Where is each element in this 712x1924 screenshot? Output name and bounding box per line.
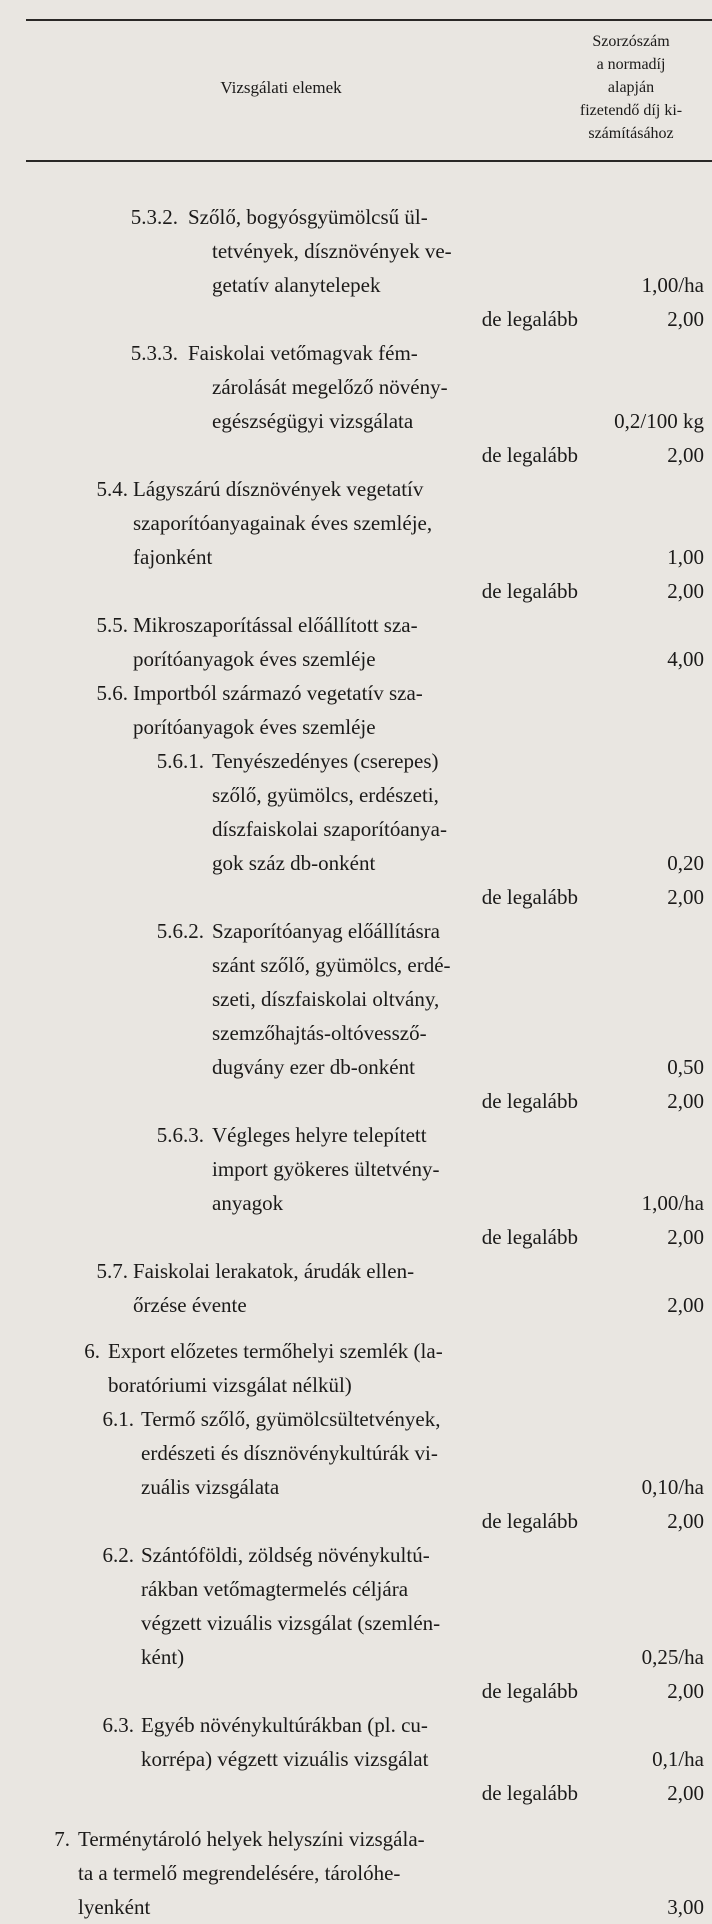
spacer [0,1810,712,1822]
minimum-value: 2,00 [667,1781,704,1805]
spacer [0,1322,712,1334]
item-value: 0,20 [667,851,704,875]
column-header-line: a normadíj [596,56,666,73]
item-text-line: erdészeti és dísznövénykultúrák vi- [141,1441,438,1465]
item-value: 0,25/ha [641,1645,704,1669]
item-value: 1,00/ha [641,273,704,297]
item-text-line: szánt szőlő, gyümölcs, erdé- [212,953,451,977]
table-row [0,676,712,710]
table-row [0,234,712,268]
table-row [0,812,712,846]
minimum-label: de legalább [481,307,578,331]
table-row [0,404,712,438]
item-value: 2,00 [667,1293,704,1317]
column-header-line: számításához [588,125,674,142]
table-row [0,1084,712,1118]
table-row [0,1220,712,1254]
minimum-value: 2,00 [667,307,704,331]
table-row [0,540,712,574]
item-text-line: ta a termelő megrendelésére, tárolóhe- [78,1861,401,1885]
table-row [0,1856,712,1890]
table-row [0,1288,712,1322]
item-number: 5.6.2. [156,919,204,943]
item-text-line: getatív alanytelepek [212,273,381,297]
item-text-line: szeti, díszfaiskolai oltvány, [212,987,440,1011]
item-text-line: őrzése évente [133,1293,247,1317]
table-row [0,472,712,506]
item-text-line: tetvények, dísznövények ve- [212,239,452,263]
item-number: 5.6.3. [156,1123,204,1147]
minimum-label: de legalább [481,1509,578,1533]
item-value: 0,2/100 kg [614,409,704,433]
minimum-value: 2,00 [667,1225,704,1249]
item-text-line: dugvány ezer db-onként [212,1055,415,1079]
table-row [0,982,712,1016]
table-row [0,1254,712,1288]
table-row [0,710,712,744]
item-number: 5.3.3. [130,341,178,365]
minimum-label: de legalább [481,443,578,467]
table-row [0,948,712,982]
table-row [0,1890,712,1924]
minimum-value: 2,00 [667,1089,704,1113]
table-row [0,642,712,676]
table-header-rule [26,160,712,162]
item-number: 5.4. [96,477,128,501]
item-value: 0,1/ha [652,1747,704,1771]
item-text-line: szőlő, gyümölcs, erdészeti, [212,783,439,807]
table-row [0,574,712,608]
item-text-line: Lágyszárú dísznövények vegetatív [133,477,424,501]
item-text-line: Egyéb növénykultúrákban (pl. cu- [141,1713,428,1737]
table-row [0,506,712,540]
table-row [0,608,712,642]
table-row [0,1334,712,1368]
item-text-line: végzett vizuális vizsgálat (szemlén- [141,1611,441,1635]
item-text-line: zuális vizsgálata [141,1475,280,1499]
minimum-label: de legalább [481,579,578,603]
minimum-value: 2,00 [667,1509,704,1533]
item-value: 1,00/ha [641,1191,704,1215]
item-number: 5.6.1. [156,749,204,773]
table-row [0,268,712,302]
item-text-line: ként) [141,1645,185,1669]
item-text-line: Faiskolai lerakatok, árudák ellen- [133,1259,415,1283]
item-text-line: korrépa) végzett vizuális vizsgálat [141,1747,429,1771]
table-row [0,1822,712,1856]
item-number: 7. [54,1827,70,1851]
item-text-line: porítóanyagok éves szemléje [133,647,376,671]
item-number: 6.3. [102,1713,134,1737]
item-text-line: Termő szőlő, gyümölcsültetvények, [141,1407,441,1431]
item-value: 0,50 [667,1055,704,1079]
item-text-line: szemzőhajtás-oltóvessző- [212,1021,427,1045]
table-row [0,1402,712,1436]
item-text-line: Szaporítóanyag előállításra [212,919,440,943]
column-header-multiplier [546,30,712,145]
minimum-label: de legalább [481,1089,578,1113]
item-text-line: import gyökeres ültetvény- [212,1157,440,1181]
table-row [0,744,712,778]
table-row [0,778,712,812]
item-value: 3,00 [667,1895,704,1919]
table-row [0,846,712,880]
table-row [0,1742,712,1776]
column-header-line: Szorzószám [592,33,670,50]
table-row [0,1050,712,1084]
table-row [0,438,712,472]
table-row [0,1186,712,1220]
table-row [0,1118,712,1152]
table-row [0,1152,712,1186]
minimum-value: 2,00 [667,443,704,467]
table-row [0,1436,712,1470]
table-body [0,200,712,1924]
table-row [0,1708,712,1742]
item-number: 5.7. [96,1259,128,1283]
item-text-line: Tenyészedényes (cserepes) [212,749,439,773]
column-header-line: fizetendő díj ki- [579,102,683,119]
item-text-line: porítóanyagok éves szemléje [133,715,376,739]
table-row [0,1368,712,1402]
item-text-line: Mikroszaporítással előállított sza- [133,613,418,637]
table-row [0,1538,712,1572]
item-text-line: Végleges helyre telepített [212,1123,427,1147]
item-text-line: Importból származó vegetatív sza- [133,681,423,705]
item-number: 5.3.2. [130,205,178,229]
column-header-line: alapján [607,79,655,96]
table-row [0,1674,712,1708]
column-header-items: Vizsgálati elemek [220,78,342,97]
item-text-line: Faiskolai vetőmagvak fém- [188,341,418,365]
table-row [0,1606,712,1640]
item-text-line: egészségügyi vizsgálata [212,409,414,433]
table-row [0,1016,712,1050]
item-text-line: gok száz db-onként [212,851,376,875]
item-text-line: Export előzetes termőhelyi szemlék (la- [108,1339,443,1363]
item-text-line: Terménytároló helyek helyszíni vizsgála- [78,1827,425,1851]
table-row [0,336,712,370]
table-row [0,880,712,914]
item-text-line: fajonként [133,545,213,569]
minimum-value: 2,00 [667,1679,704,1703]
item-text-line: zárolását megelőző növény- [212,375,448,399]
table-row [0,370,712,404]
item-number: 6. [84,1339,100,1363]
item-number: 6.2. [102,1543,134,1567]
table-row [0,1640,712,1674]
item-text-line: Szőlő, bogyósgyümölcsű ül- [188,205,428,229]
minimum-label: de legalább [481,1679,578,1703]
minimum-label: de legalább [481,1225,578,1249]
table-row [0,914,712,948]
table-row [0,1470,712,1504]
table-row [0,302,712,336]
item-number: 5.6. [96,681,128,705]
item-number: 6.1. [102,1407,134,1431]
item-text-line: szaporítóanyagainak éves szemléje, [133,511,433,535]
item-text-line: boratóriumi vizsgálat nélkül) [108,1373,352,1397]
table-row [0,1776,712,1810]
item-text-line: Szántóföldi, zöldség növénykultú- [141,1543,430,1567]
table-row [0,1504,712,1538]
minimum-value: 2,00 [667,885,704,909]
item-number: 5.5. [96,613,128,637]
table-row [0,200,712,234]
minimum-label: de legalább [481,1781,578,1805]
minimum-value: 2,00 [667,579,704,603]
item-text-line: anyagok [212,1191,284,1215]
item-text-line: rákban vetőmagtermelés céljára [141,1577,409,1601]
item-value: 1,00 [667,545,704,569]
item-text-line: díszfaiskolai szaporítóanya- [212,817,447,841]
item-value: 0,10/ha [641,1475,704,1499]
table-top-rule [26,19,712,21]
minimum-label: de legalább [481,885,578,909]
item-value: 4,00 [667,647,704,671]
item-text-line: lyenként [78,1895,151,1919]
table-row [0,1572,712,1606]
